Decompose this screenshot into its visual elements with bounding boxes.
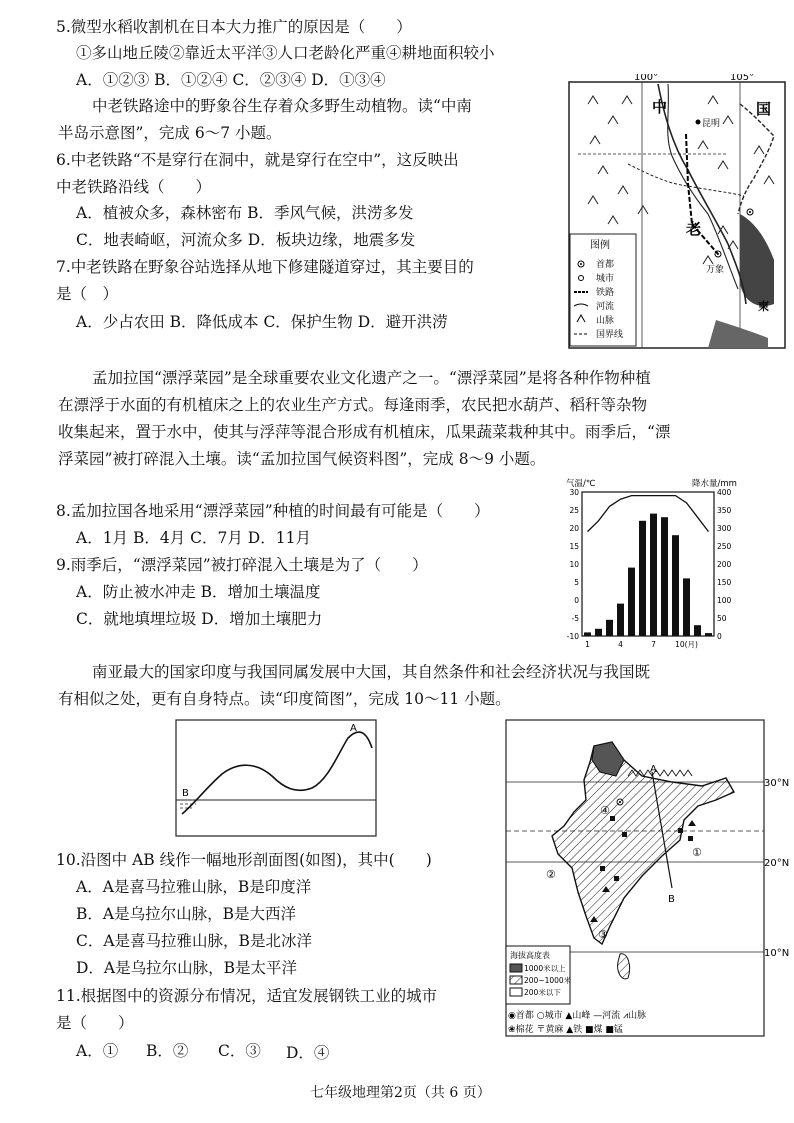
q6-stem-line2: 中老铁路沿线（ ） — [56, 178, 212, 196]
intro-8-9-line4: 浮菜园”被打碎混入土壤。读“孟加拉国气候资料图”，完成 8～9 小题。 — [58, 450, 546, 468]
q10-option-d: D．A是乌拉尔山脉，B是太平洋 — [76, 959, 298, 977]
precipitation-bars — [584, 514, 712, 636]
left-tick-label: 30 — [569, 488, 579, 497]
chart-ylabel-left: 气温/℃ — [566, 479, 596, 489]
q11-option-c: C．③ — [218, 1042, 261, 1060]
intro-8-9-line2: 在漂浮于水面的有机植床之上的农业生产方式。每逢雨季，农民把水葫芦、稻秆等杂物 — [58, 396, 648, 414]
lon-100-label: 100° — [634, 74, 659, 83]
precip-bar-11 — [694, 625, 701, 636]
left-tick-label: 10 — [569, 560, 579, 569]
right-tick-label: 150 — [717, 578, 732, 587]
left-tick-label: -5 — [571, 614, 579, 623]
elev-high: 1000米以上 — [524, 964, 566, 973]
q11-stem-line1: 11.根据图中的资源分布情况，适宜发展钢铁工业的城市 — [56, 987, 438, 1005]
precip-bar-9 — [672, 535, 679, 636]
label-zhong: 中 — [652, 98, 668, 116]
q8-options: A．1月 B．4月 C．7月 D．11月 — [76, 529, 311, 547]
elevation-legend-title: 海拔高度表 — [510, 951, 550, 960]
q7-stem-line2: 是（ ） — [56, 285, 119, 303]
lat-30-label: 30°N — [764, 778, 790, 789]
chart-ylabel-right: 降水量/mm — [692, 479, 737, 489]
city-kunming: 昆明 — [702, 119, 721, 129]
q5-options: A．①②③ B．①②④ C．②③④ D．①③④ — [76, 71, 386, 89]
q11-option-b: B．② — [146, 1042, 189, 1060]
city-2: ② — [546, 868, 556, 881]
precip-bar-4 — [617, 604, 624, 636]
lon-105-label: 105° — [730, 74, 755, 83]
intro-6-7-line2: 半岛示意图”，完成 6～7 小题。 — [58, 124, 282, 142]
q10-option-c: C．A是喜马拉雅山脉，B是北冰洋 — [76, 932, 312, 950]
city-wanxiang: 万象 — [706, 265, 725, 275]
precip-bar-10 — [683, 578, 690, 636]
intro-8-9-line3: 收集起来，置于水中，使其与浮萍等混合形成有机植床，瓜果蔬菜栽种其中。雨季后，“漂 — [58, 423, 671, 441]
terrain-profile — [172, 718, 380, 840]
left-tick-label: -10 — [566, 632, 579, 641]
left-tick-label: 5 — [574, 578, 579, 587]
right-tick-label: 50 — [717, 614, 727, 623]
temperature-curve — [588, 496, 709, 532]
q9-options-ab: A．防止被水冲走 B．增加土壤温度 — [76, 583, 321, 601]
right-tick-label: 350 — [717, 506, 732, 515]
chart-left-ticks — [567, 488, 579, 641]
q7-stem-line1: 7.中老铁路在野象谷站选择从地下修建隧道穿过，其主要目的 — [56, 258, 474, 276]
map2-label-a: A — [650, 764, 657, 775]
precip-bar-2 — [595, 629, 602, 636]
left-tick-label: 0 — [574, 596, 579, 605]
legend-mountain: 山脉 — [596, 316, 615, 326]
right-tick-label: 300 — [717, 524, 732, 533]
x-tick-label: 10(月) — [675, 640, 698, 649]
label-guo: 国 — [756, 100, 772, 118]
page-footer: 七年级地理第2页（共 6 页） — [310, 1085, 491, 1101]
indochina-map — [568, 74, 788, 350]
map2-label-b: B — [668, 894, 675, 905]
x-tick-label: 1 — [585, 640, 590, 649]
q10-option-b: B．A是乌拉尔山脉，B是大西洋 — [76, 905, 296, 923]
left-tick-label: 15 — [569, 542, 579, 551]
climate-chart — [558, 476, 748, 652]
intro-10-11-line2: 有相似之处，更有自身特点。读“印度简图”，完成 10～11 小题。 — [58, 690, 511, 708]
q11-option-d: D．④ — [286, 1044, 330, 1062]
chart-x-ticks — [585, 640, 698, 649]
intro-8-9-line1: 孟加拉国“漂浮菜园”是全球重要农业文化遗产之一。“漂浮菜园”是将各种作物种植 — [92, 369, 651, 387]
map2-legend-row2: ❀棉花 〒黄麻 ▲铁 ■煤 ■锰 — [508, 1025, 623, 1035]
elev-mid: 200~1000米 — [524, 976, 572, 985]
intro-6-7-line1: 中老铁路途中的野象谷生存着众多野生动植物。读“中南 — [92, 97, 472, 115]
precip-bar-6 — [639, 521, 646, 636]
left-tick-label: 25 — [569, 506, 579, 515]
q5-stem: 5.微型水稻收割机在日本大力推广的原因是（ ） — [56, 18, 412, 36]
legend-title: 图例 — [590, 240, 610, 251]
precip-bar-12 — [705, 633, 712, 636]
profile-label-a: A — [350, 723, 357, 734]
city-1: ① — [692, 846, 702, 859]
precip-bar-8 — [661, 517, 668, 636]
precip-bar-7 — [650, 514, 657, 636]
q6-options-cd: C．地表崎岖，河流众多 D．板块边缘，地震多发 — [76, 231, 416, 249]
profile-label-b: B — [182, 788, 189, 799]
q11-option-a: A．① — [76, 1042, 119, 1060]
legend-river: 河流 — [596, 302, 615, 312]
city-3: ③ — [598, 928, 608, 941]
map2-legend-row1: ◉首都 ○城市 ▲山峰 —河流 ⩘山脉 — [508, 1011, 647, 1021]
legend-border: 国界线 — [596, 330, 624, 340]
precip-bar-5 — [628, 568, 635, 636]
elev-low: 200米以下 — [524, 988, 561, 997]
intro-10-11-line1: 南亚最大的国家印度与我国同属发展中大国，其自然条件和社会经济状况与我国既 — [92, 663, 651, 681]
right-tick-label: 0 — [717, 632, 722, 641]
q9-options-cd: C．就地填埋垃圾 D．增加土壤肥力 — [76, 610, 323, 628]
right-tick-label: 200 — [717, 560, 732, 569]
x-tick-label: 4 — [618, 640, 623, 649]
right-tick-label: 400 — [717, 488, 732, 497]
legend-city: 城市 — [596, 274, 615, 284]
q6-options-ab: A．植被众多，森林密布 B．季风气候，洪涝多发 — [76, 204, 414, 222]
q6-stem-line1: 6.中老铁路“不是穿行在洞中，就是穿行在空中”，这反映出 — [56, 151, 459, 169]
city-4: ④ — [600, 804, 610, 817]
q10-stem: 10.沿图中 AB 线作一幅地形剖面图(如图)，其中( ) — [56, 851, 432, 869]
right-tick-label: 100 — [717, 596, 732, 605]
right-tick-label: 250 — [717, 542, 732, 551]
precip-bar-3 — [606, 620, 613, 636]
q5-reasons: ①多山地丘陵②靠近太平洋③人口老龄化严重④耕地面积较小 — [76, 44, 495, 62]
q11-stem-line2: 是（ ） — [56, 1014, 134, 1032]
chart-right-ticks — [717, 488, 732, 641]
q7-options: A．少占农田 B．降低成本 C．保护生物 D．避开洪涝 — [76, 313, 448, 331]
lat-10-label: 10°N — [764, 948, 790, 959]
label-lao: 老 — [686, 220, 702, 238]
lat-20-label: 20°N — [764, 858, 790, 869]
label-jian: 柬 — [758, 300, 769, 313]
legend-capital: 首都 — [596, 260, 615, 270]
left-tick-label: 20 — [569, 524, 579, 533]
x-tick-label: 7 — [651, 640, 656, 649]
q10-option-a: A．A是喜马拉雅山脉，B是印度洋 — [76, 878, 312, 896]
india-map — [502, 716, 792, 1042]
precip-bar-1 — [584, 632, 591, 636]
q8-stem: 8.孟加拉国各地采用“漂浮菜园”种植的时间最有可能是（ ） — [56, 502, 490, 520]
q9-stem: 9.雨季后，“漂浮菜园”被打碎混入土壤是为了（ ） — [56, 556, 428, 574]
legend-railway: 铁路 — [596, 288, 615, 298]
